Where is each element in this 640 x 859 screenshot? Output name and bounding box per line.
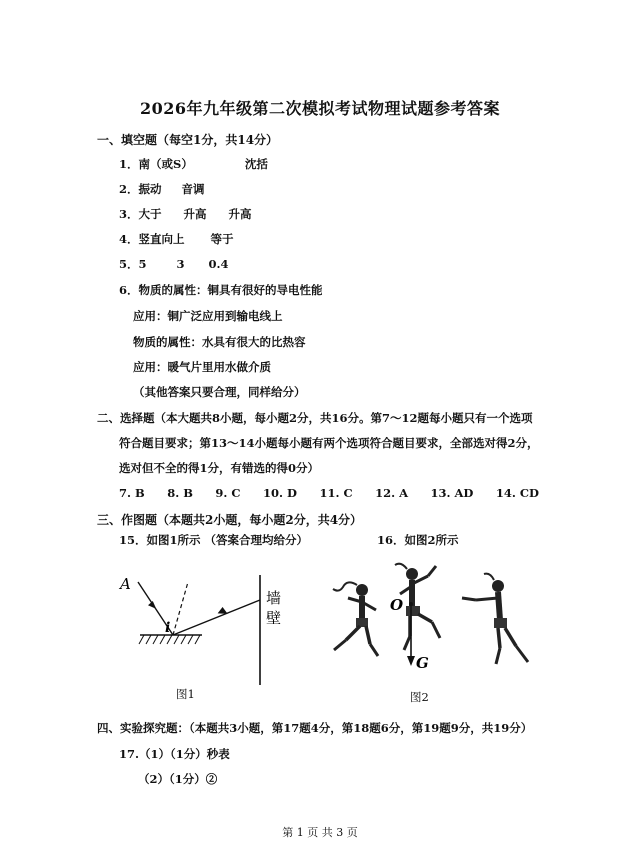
choice-answer: 14. CD	[495, 486, 539, 500]
jumper-landing	[462, 574, 528, 664]
section1-header: 一、填空题（每空1分，共14分）	[97, 133, 279, 147]
answer-value: 3	[176, 257, 185, 271]
answer-number: 3．	[119, 207, 139, 221]
section4-header: 四、实验探究题：（本题共3小题，第17题4分，第18题6分，第19题9分，共19分）	[97, 721, 533, 735]
answer-6-line2: 应用：铜广泛应用到输电线上	[133, 309, 283, 323]
answer-value: 竖直向上	[138, 232, 185, 246]
answer-17-2: （2）（1分）②	[138, 772, 218, 786]
answer-number: 1．	[119, 157, 139, 171]
answer-6-note: （其他答案只要合理，同样给分）	[133, 385, 306, 399]
answer-value: 振动	[138, 182, 162, 196]
answer-number: 2．	[119, 182, 139, 196]
incident-arrow	[148, 601, 156, 609]
reflected-arrow	[218, 606, 229, 614]
mirror-hatching	[139, 635, 200, 644]
answer-value: 南（或S）	[138, 157, 193, 171]
page-title: 2026年九年级第二次模拟考试物理试题参考答案	[139, 99, 501, 118]
answer-4	[119, 231, 234, 247]
choice-answer: 12. A	[375, 486, 408, 500]
choice-answer: 11. C	[319, 486, 353, 500]
answer-value: 升高	[183, 207, 207, 221]
label-a: A	[120, 575, 131, 593]
label-o: O	[390, 596, 404, 614]
answer-16: 16．如图2所示	[377, 533, 459, 547]
label-i: i	[165, 620, 171, 636]
answer-6-line4: 应用：暖气片里用水做介质	[133, 360, 271, 374]
reflected-ray	[173, 600, 260, 635]
section2-header-line3: 选对但不全的得1分，有错选的得0分）	[119, 461, 320, 475]
answer-value: 沈括	[244, 157, 268, 171]
answer-17-1: 17.（1）（1分）秒表	[119, 747, 230, 761]
choice-answer: 10. D	[263, 486, 297, 500]
choice-answers	[119, 486, 539, 500]
answer-value: 等于	[210, 232, 234, 246]
figure-1-reflection-diagram	[110, 560, 300, 710]
answer-value: 音调	[181, 182, 205, 196]
answer-value: 升高	[228, 207, 252, 221]
gravity-arrowhead	[407, 656, 415, 666]
label-g: G	[416, 654, 429, 672]
figure-2-long-jump-diagram	[320, 558, 545, 688]
wall-label-1: 墙	[266, 589, 282, 607]
section2-header-line1: 二、选择题（本大题共8小题，每小题2分，共16分。第7～12题每小题只有一个选项	[97, 411, 533, 425]
normal-line	[173, 582, 188, 635]
figure-2-caption: 图2	[410, 690, 429, 704]
center-of-gravity-point	[409, 602, 413, 606]
answer-text: 物质的属性：铜具有很好的导电性能	[138, 283, 323, 297]
answer-number: 4．	[119, 232, 139, 246]
page-footer: 第 1 页 共 3 页	[282, 826, 358, 839]
section3-header: 三、作图题（本题共2小题，每小题2分，共4分）	[97, 513, 363, 527]
answer-value: 0.4	[208, 257, 229, 271]
wall-label-2: 壁	[266, 609, 282, 627]
choice-answer: 13. AD	[430, 486, 474, 500]
choice-answer: 9. C	[215, 486, 241, 500]
choice-answer: 8. B	[167, 486, 193, 500]
answer-2	[119, 181, 205, 197]
answer-1	[119, 156, 268, 172]
section2-header-line2: 符合题目要求；第13～14小题每小题有两个选项符合题目要求，全部选对得2分，	[119, 436, 539, 450]
answer-15: 15．如图1所示 （答案合理均给分）	[119, 533, 309, 547]
answer-value: 5	[138, 257, 147, 271]
figure-1-caption: 图1	[176, 687, 195, 701]
answer-number: 6．	[119, 283, 139, 297]
answer-6-line1	[119, 282, 323, 298]
answer-5	[119, 256, 229, 272]
answer-number: 5．	[119, 257, 139, 271]
answer-6-line3: 物质的属性：水具有很大的比热容	[133, 335, 306, 349]
choice-answer: 7. B	[119, 486, 145, 500]
answer-3	[119, 206, 252, 222]
answer-value: 大于	[138, 207, 162, 221]
jumper-runup	[333, 582, 378, 656]
